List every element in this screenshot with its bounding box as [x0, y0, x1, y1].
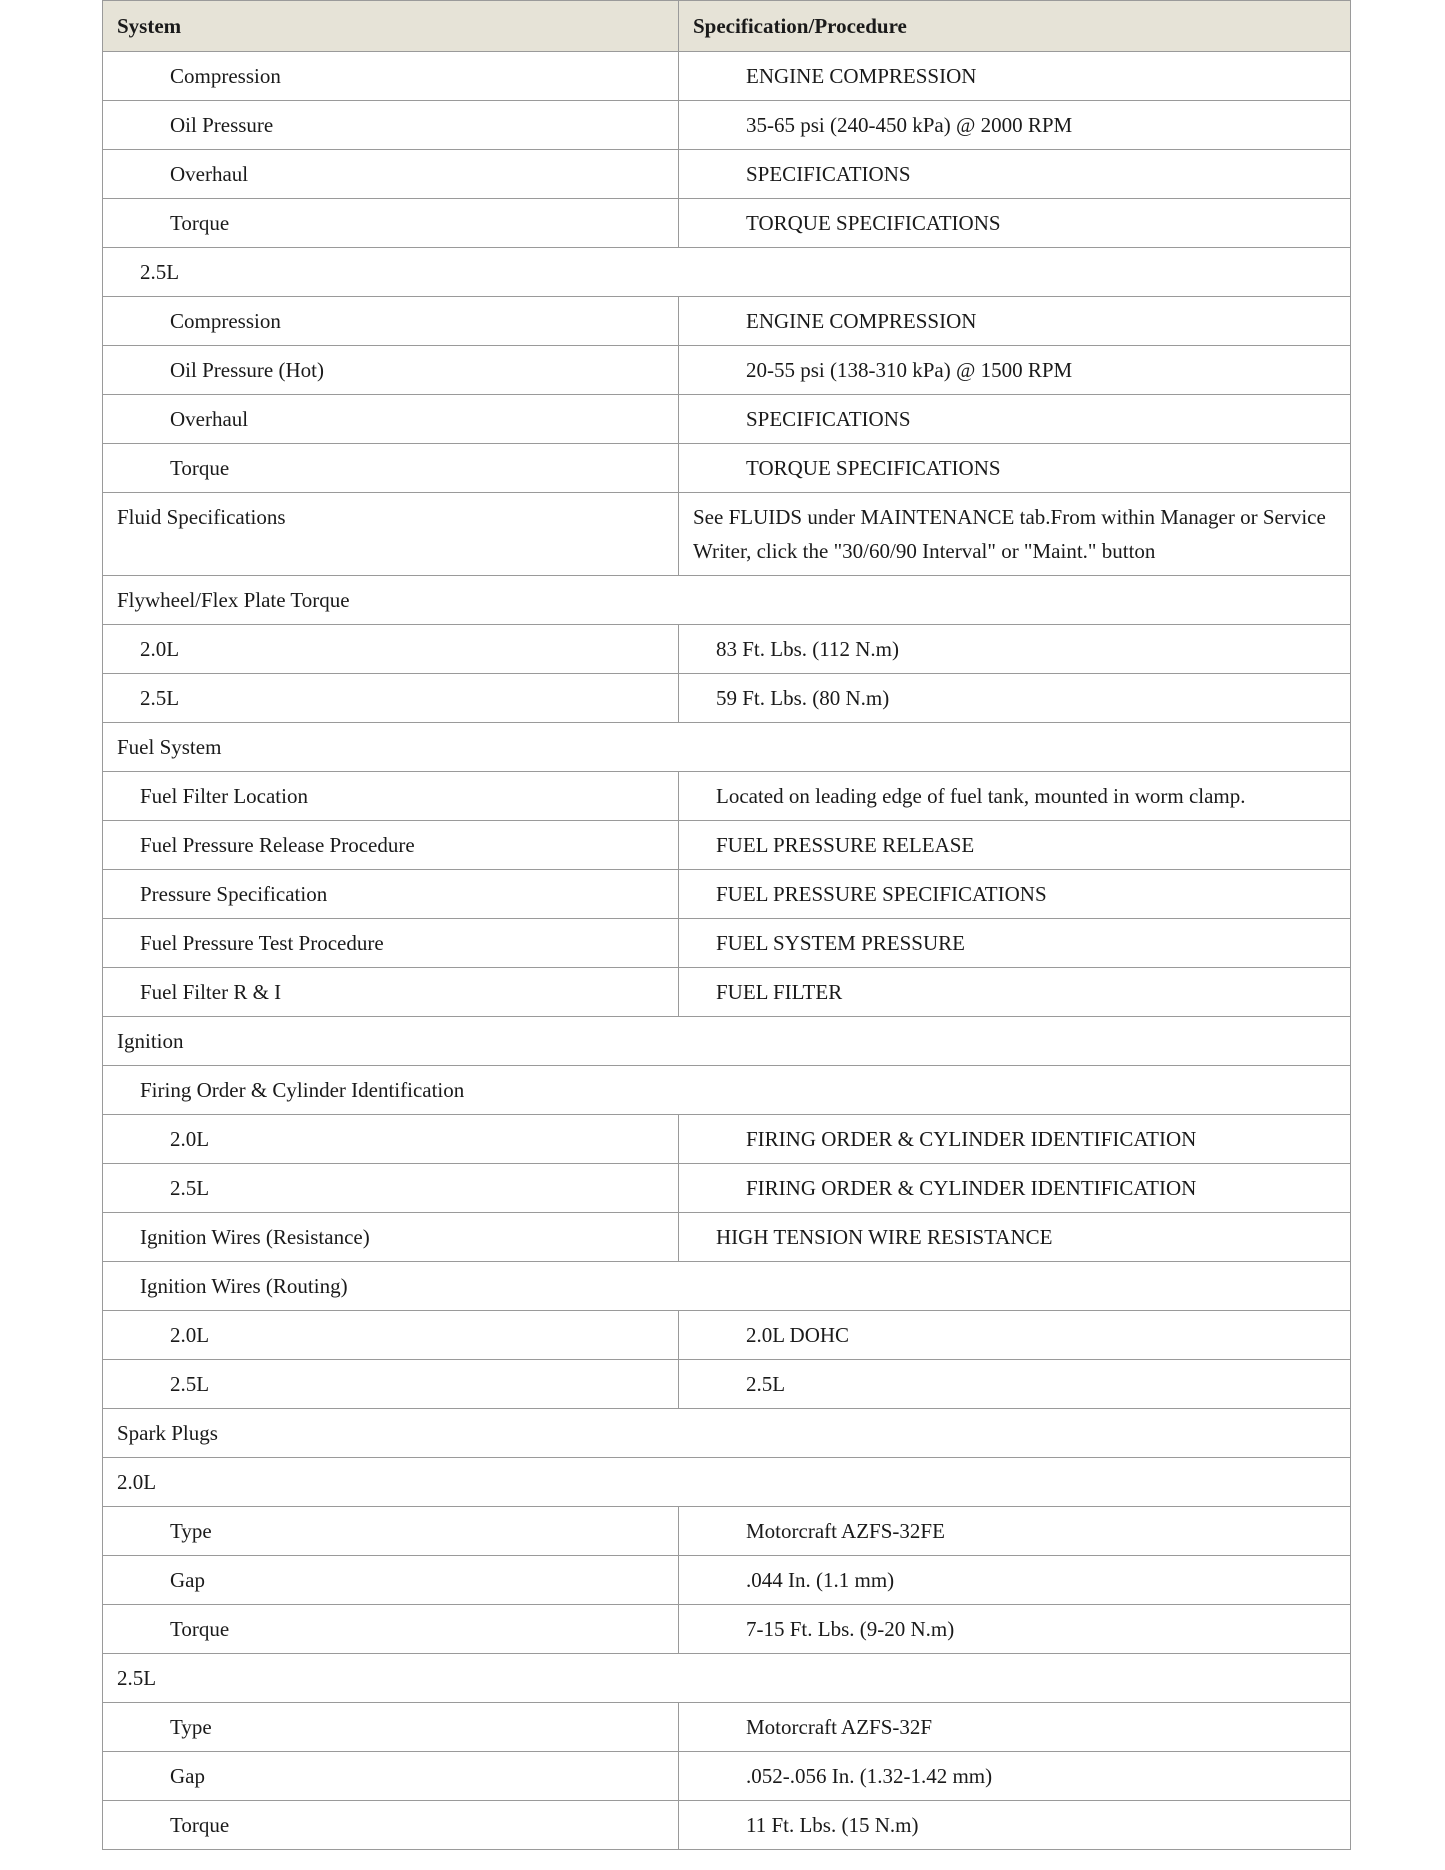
table-row	[103, 1409, 1351, 1458]
section-label: Firing Order & Cylinder Identification	[103, 1066, 1351, 1115]
spec-cell: 83 Ft. Lbs. (112 N.m)	[679, 625, 1351, 674]
system-cell: Torque	[103, 1605, 679, 1654]
system-cell: Overhaul	[103, 150, 679, 199]
system-cell: 2.5L	[103, 1164, 679, 1213]
spec-cell: Motorcraft AZFS-32F	[679, 1703, 1351, 1752]
spec-cell: .052-.056 In. (1.32-1.42 mm)	[679, 1752, 1351, 1801]
table-row	[103, 297, 1351, 346]
table-row	[103, 1262, 1351, 1311]
spec-cell: HIGH TENSION WIRE RESISTANCE	[679, 1213, 1351, 1262]
table-row	[103, 576, 1351, 625]
spec-cell: 35-65 psi (240-450 kPa) @ 2000 RPM	[679, 101, 1351, 150]
section-label: Ignition Wires (Routing)	[103, 1262, 1351, 1311]
table-row	[103, 1703, 1351, 1752]
spec-cell: 2.0L DOHC	[679, 1311, 1351, 1360]
section-label: 2.0L	[103, 1458, 1351, 1507]
spec-cell: FUEL PRESSURE SPECIFICATIONS	[679, 870, 1351, 919]
spec-cell: 20-55 psi (138-310 kPa) @ 1500 RPM	[679, 346, 1351, 395]
table-row	[103, 968, 1351, 1017]
table-row	[103, 821, 1351, 870]
spec-cell: SPECIFICATIONS	[679, 150, 1351, 199]
spec-cell: .044 In. (1.1 mm)	[679, 1556, 1351, 1605]
system-cell: 2.5L	[103, 674, 679, 723]
system-cell: Oil Pressure	[103, 101, 679, 150]
spec-cell: FIRING ORDER & CYLINDER IDENTIFICATION	[679, 1115, 1351, 1164]
table-row	[103, 101, 1351, 150]
system-cell: Fuel Pressure Release Procedure	[103, 821, 679, 870]
table-row	[103, 1360, 1351, 1409]
table-row	[103, 1164, 1351, 1213]
header-spec: Specification/Procedure	[679, 1, 1351, 52]
system-cell: Type	[103, 1703, 679, 1752]
table-row	[103, 1605, 1351, 1654]
table-row	[103, 444, 1351, 493]
table-row	[103, 52, 1351, 101]
table-row	[103, 870, 1351, 919]
spec-cell: 59 Ft. Lbs. (80 N.m)	[679, 674, 1351, 723]
system-cell: Torque	[103, 444, 679, 493]
header-row	[103, 1, 1351, 52]
system-cell: Fluid Specifications	[103, 493, 679, 576]
table-row	[103, 674, 1351, 723]
section-label: Flywheel/Flex Plate Torque	[103, 576, 1351, 625]
system-cell: 2.0L	[103, 625, 679, 674]
system-cell: Compression	[103, 52, 679, 101]
table-row	[103, 1752, 1351, 1801]
section-label: Fuel System	[103, 723, 1351, 772]
system-cell: Pressure Specification	[103, 870, 679, 919]
table-row	[103, 772, 1351, 821]
table-row	[103, 1115, 1351, 1164]
system-cell: Overhaul	[103, 395, 679, 444]
table-row	[103, 248, 1351, 297]
table-row	[103, 1801, 1351, 1850]
spec-cell: FIRING ORDER & CYLINDER IDENTIFICATION	[679, 1164, 1351, 1213]
table-row	[103, 1654, 1351, 1703]
system-cell: Gap	[103, 1556, 679, 1605]
spec-cell: TORQUE SPECIFICATIONS	[679, 199, 1351, 248]
spec-cell: SPECIFICATIONS	[679, 395, 1351, 444]
spec-cell: TORQUE SPECIFICATIONS	[679, 444, 1351, 493]
spec-cell: 2.5L	[679, 1360, 1351, 1409]
spec-cell: FUEL SYSTEM PRESSURE	[679, 919, 1351, 968]
spec-cell: ENGINE COMPRESSION	[679, 52, 1351, 101]
header-system: System	[103, 1, 679, 52]
system-cell: Gap	[103, 1752, 679, 1801]
section-label: Spark Plugs	[103, 1409, 1351, 1458]
system-cell: Fuel Filter Location	[103, 772, 679, 821]
table-row	[103, 150, 1351, 199]
spec-cell: FUEL FILTER	[679, 968, 1351, 1017]
table-row	[103, 1213, 1351, 1262]
table-row	[103, 1507, 1351, 1556]
spec-cell: 7-15 Ft. Lbs. (9-20 N.m)	[679, 1605, 1351, 1654]
system-cell: 2.0L	[103, 1115, 679, 1164]
table-row	[103, 199, 1351, 248]
table-row	[103, 1017, 1351, 1066]
spec-cell: See FLUIDS under MAINTENANCE tab.From within Manager or Service Writer, click the "30/60/90 Interval" or "Maint." button	[679, 493, 1351, 576]
table-row	[103, 723, 1351, 772]
spec-cell: Located on leading edge of fuel tank, mounted in worm clamp.	[679, 772, 1351, 821]
spec-cell: Motorcraft AZFS-32FE	[679, 1507, 1351, 1556]
section-label: 2.5L	[103, 1654, 1351, 1703]
system-cell: 2.5L	[103, 1360, 679, 1409]
system-cell: Oil Pressure (Hot)	[103, 346, 679, 395]
table-row	[103, 346, 1351, 395]
system-cell: Fuel Pressure Test Procedure	[103, 919, 679, 968]
system-cell: Torque	[103, 1801, 679, 1850]
table-row	[103, 493, 1351, 576]
section-label: 2.5L	[103, 248, 1351, 297]
table-row	[103, 919, 1351, 968]
spec-cell: ENGINE COMPRESSION	[679, 297, 1351, 346]
table-row	[103, 1066, 1351, 1115]
system-cell: Compression	[103, 297, 679, 346]
system-cell: Torque	[103, 199, 679, 248]
system-cell: Ignition Wires (Resistance)	[103, 1213, 679, 1262]
system-cell: Type	[103, 1507, 679, 1556]
table-row	[103, 1311, 1351, 1360]
table-row	[103, 1556, 1351, 1605]
section-label: Ignition	[103, 1017, 1351, 1066]
system-cell: 2.0L	[103, 1311, 679, 1360]
table-row	[103, 625, 1351, 674]
table-row	[103, 395, 1351, 444]
spec-cell: 11 Ft. Lbs. (15 N.m)	[679, 1801, 1351, 1850]
spec-cell: FUEL PRESSURE RELEASE	[679, 821, 1351, 870]
system-cell: Fuel Filter R & I	[103, 968, 679, 1017]
table-row	[103, 1458, 1351, 1507]
spec-table	[102, 0, 1351, 1850]
